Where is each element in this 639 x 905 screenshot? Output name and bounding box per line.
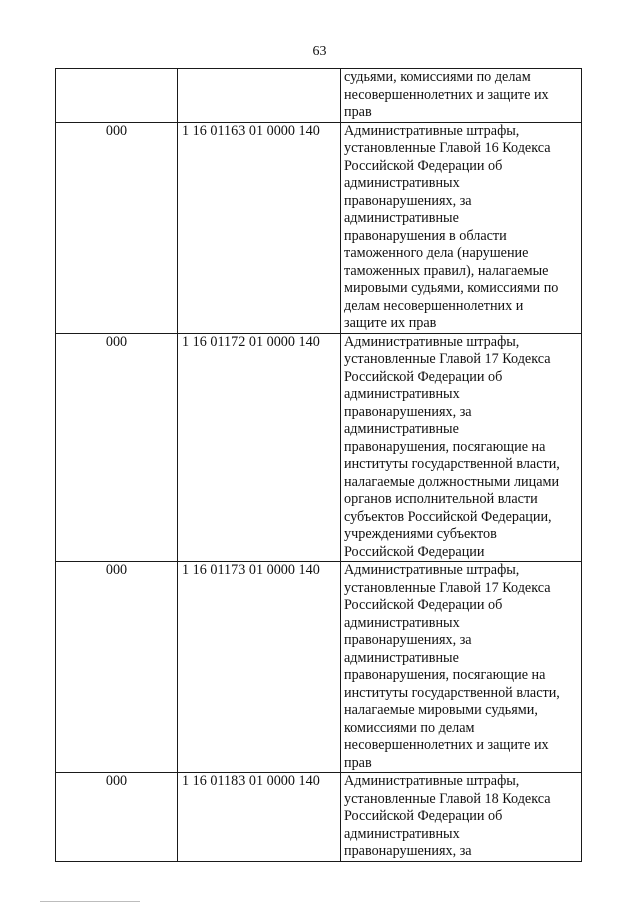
revenue-name-line: Российской Федерации — [344, 543, 485, 560]
budget-code: 1 16 01173 01 0000 140 — [182, 562, 320, 578]
admin-code-cell — [56, 333, 178, 562]
admin-code-cell — [56, 562, 178, 773]
revenue-name-line: Российской Федерации об — [344, 368, 503, 385]
revenue-name-line: институты государственной власти, — [344, 456, 560, 472]
budget-code-cell — [178, 562, 341, 773]
revenue-name-line: правонарушениях, за — [344, 632, 472, 648]
revenue-name-line: установленные Главой 17 Кодекса — [344, 579, 551, 596]
budget-code-cell — [178, 333, 341, 562]
revenue-name-line: институты государственной власти, — [344, 684, 560, 701]
revenue-name-line: защите их прав — [344, 315, 437, 331]
revenue-name-line: административные — [344, 210, 459, 226]
revenue-name-cell — [341, 562, 582, 773]
admin-code: 000 — [105, 122, 128, 139]
revenue-name-line: прав — [344, 754, 372, 771]
page-bottom-rule — [40, 901, 140, 902]
revenue-name-line: несовершеннолетних и защите их — [344, 86, 549, 103]
admin-code: 000 — [105, 562, 128, 578]
page-number: 63 — [312, 44, 327, 59]
budget-codes-table — [55, 68, 582, 862]
revenue-name-line: мировыми судьями, комиссиями по — [344, 280, 559, 296]
table-row — [56, 69, 582, 123]
revenue-name-line: правонарушения в области — [344, 227, 507, 244]
revenue-name-line: Российской Федерации об — [344, 808, 503, 824]
revenue-name-line: правонарушениях, за — [344, 843, 472, 859]
table-row — [56, 122, 582, 333]
table-body — [56, 69, 582, 862]
revenue-name-line: Административные штрафы, — [344, 773, 520, 789]
revenue-name-line: Российской Федерации об — [344, 597, 503, 613]
revenue-name-line: административных — [344, 175, 460, 191]
revenue-name-line: Российской Федерации об — [344, 157, 503, 174]
revenue-name-line: Административные штрафы, — [344, 333, 520, 350]
revenue-name-line: административных — [344, 825, 460, 842]
revenue-name-cell — [341, 122, 582, 333]
revenue-name-line: органов исполнительной власти — [344, 491, 538, 507]
budget-code-cell — [178, 69, 341, 123]
budget-code-cell — [178, 773, 341, 862]
revenue-name-line: учреждениями субъектов — [344, 526, 497, 542]
admin-code-cell — [56, 773, 178, 862]
revenue-name-line: правонарушениях, за — [344, 403, 472, 420]
revenue-name-line: таможенных правил), налагаемые — [344, 262, 549, 279]
budget-code: 1 16 01183 01 0000 140 — [182, 773, 320, 789]
admin-code-cell — [56, 122, 178, 333]
admin-code: 000 — [105, 333, 128, 350]
revenue-name-line: несовершеннолетних и защите их — [344, 737, 549, 753]
revenue-name-cell — [341, 333, 582, 562]
revenue-name-line: прав — [344, 104, 372, 120]
revenue-name-line: таможенного дела (нарушение — [344, 245, 529, 261]
revenue-name-line: установленные Главой 16 Кодекса — [344, 140, 551, 156]
revenue-name-line: административных — [344, 386, 460, 402]
revenue-name-line: установленные Главой 17 Кодекса — [344, 351, 551, 367]
revenue-name-line: правонарушения, посягающие на — [344, 438, 546, 455]
revenue-name-line: правонарушениях, за — [344, 192, 472, 209]
revenue-name-line: Административные штрафы, — [344, 122, 520, 139]
revenue-name-line: установленные Главой 18 Кодекса — [344, 790, 551, 807]
budget-code: 1 16 01172 01 0000 140 — [182, 333, 320, 350]
revenue-name-line: Административные штрафы, — [344, 562, 520, 578]
revenue-name-line: налагаемые должностными лицами — [344, 473, 560, 490]
budget-code-cell — [178, 122, 341, 333]
table-row — [56, 773, 582, 862]
revenue-name-cell — [341, 69, 582, 123]
budget-code: 1 16 01163 01 0000 140 — [182, 122, 320, 139]
revenue-name-line: делам несовершеннолетних и — [344, 297, 524, 314]
revenue-name-line: судьями, комиссиями по делам — [344, 69, 531, 85]
table-row — [56, 333, 582, 562]
admin-code-cell — [56, 69, 178, 123]
revenue-name-line: налагаемые мировыми судьями, — [344, 702, 538, 718]
revenue-name-cell — [341, 773, 582, 862]
revenue-name-line: субъектов Российской Федерации, — [344, 508, 552, 525]
revenue-name-line: административные — [344, 421, 459, 437]
revenue-name-line: административных — [344, 614, 460, 631]
admin-code: 000 — [105, 773, 128, 789]
revenue-name-line: административные — [344, 649, 459, 666]
revenue-name-line: правонарушения, посягающие на — [344, 667, 546, 683]
table-row — [56, 562, 582, 773]
revenue-name-line: комиссиями по делам — [344, 719, 475, 736]
